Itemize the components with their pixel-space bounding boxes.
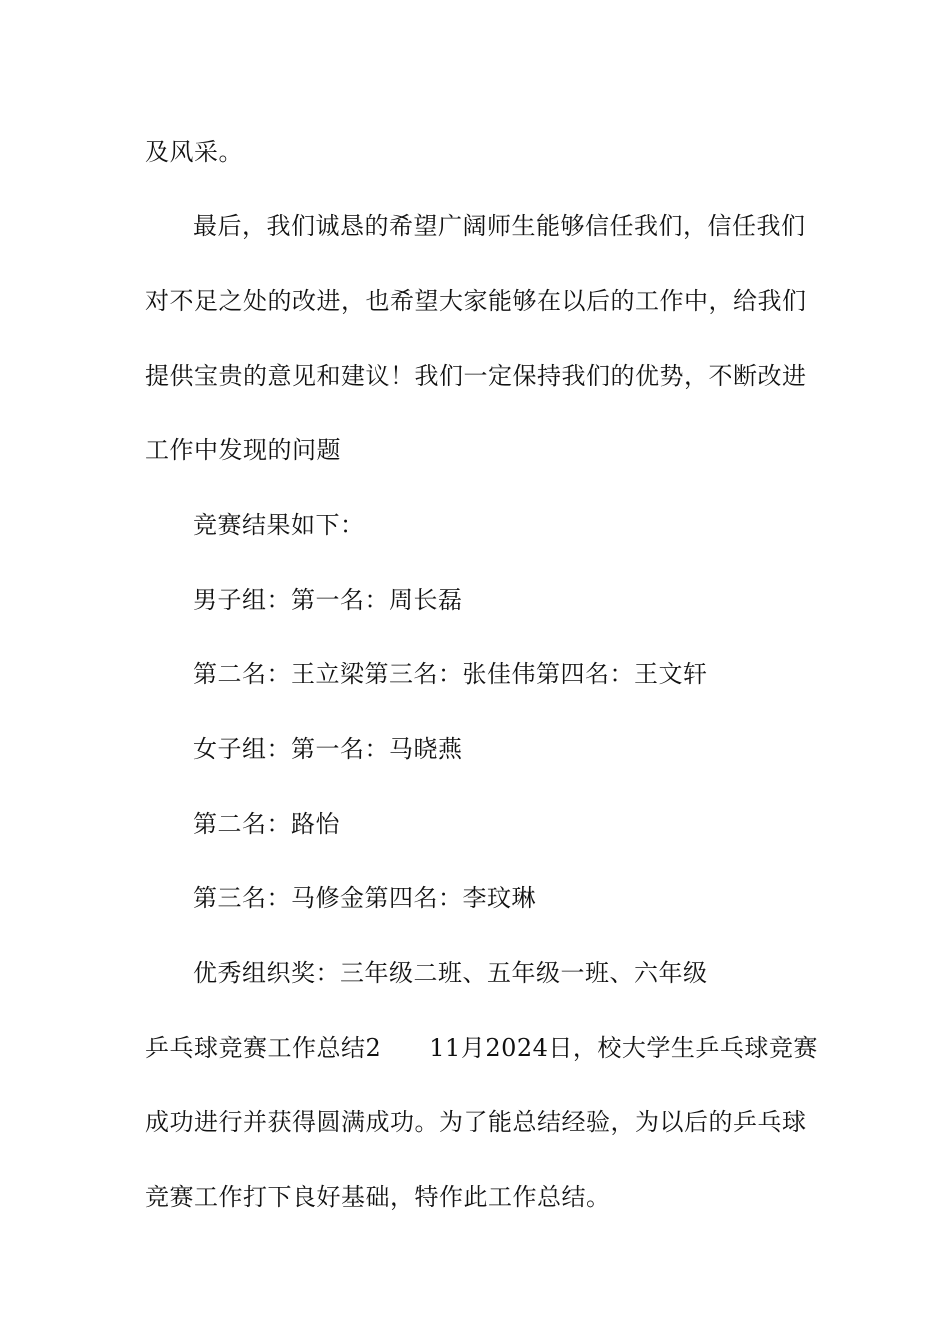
section-lead: 11月2024日，校大学生乒乓球竞赛 [429,1034,818,1062]
text-line: 工作中发现的问题 [145,436,341,464]
text-line: 优秀组织奖：三年级二班、五年级一班、六年级 [193,959,708,987]
text-line: 第三名：马修金第四名：李玟琳 [193,884,536,912]
text-line: 女子组：第一名：马晓燕 [193,735,463,763]
section-title: 乒乓球竞赛工作总结2 [145,1034,382,1062]
text-line: 竞赛结果如下： [193,511,365,539]
text-line: 竞赛工作打下良好基础，特作此工作总结。 [145,1183,611,1211]
text-line: 及风采。 [145,138,243,166]
section-heading-line [145,1032,818,1064]
text-line: 第二名：王立梁第三名：张佳伟第四名：王文轩 [193,660,708,688]
text-line: 提供宝贵的意见和建议！我们一定保持我们的优势，不断改进 [145,362,807,390]
text-line: 成功进行并获得圆满成功。为了能总结经验，为以后的乒乓球 [145,1108,807,1136]
text-line: 对不足之处的改进，也希望大家能够在以后的工作中，给我们 [145,287,807,315]
text-line: 男子组：第一名：周长磊 [193,586,463,614]
text-line: 最后，我们诚恳的希望广阔师生能够信任我们，信任我们 [193,212,806,240]
text-line: 第二名：路怡 [193,810,340,838]
